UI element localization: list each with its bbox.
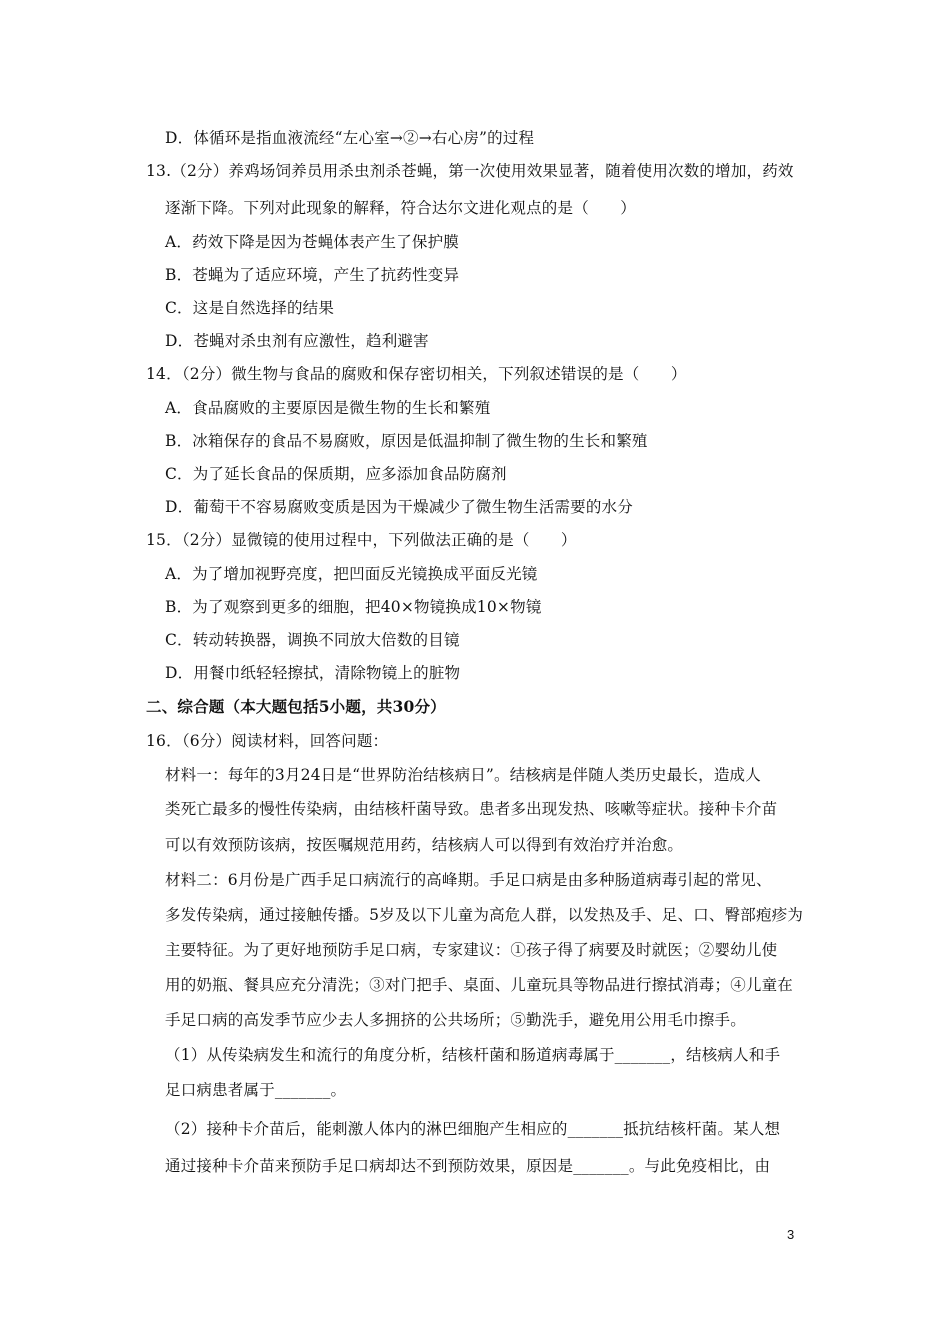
q15-option-a: A．为了增加视野亮度，把凹面反光镜换成平面反光镜: [165, 565, 538, 583]
q14-option-b: B．冰箱保存的食品不易腐败，原因是低温抑制了微生物的生长和繁殖: [165, 432, 648, 450]
q16-sub2-line2: 通过接种卡介苗来预防手足口病却达不到预防效果，原因是_______。与此免疫相比，由: [165, 1157, 771, 1175]
q13-option-d: D．苍蝇对杀虫剂有应激性，趋利避害: [165, 332, 429, 350]
q16-sub2-line1: （2）接种卡介苗后，能刺激人体内的淋巴细胞产生相应的_______抵抗结核杆菌。某人想: [165, 1120, 781, 1138]
q16-material2-line4: 用的奶瓶、餐具应充分清洗；③对门把手、桌面、儿童玩具等物品进行擦拭消毒；④儿童在: [165, 976, 794, 994]
q16-sub1-line2: 足口病患者属于_______。: [165, 1081, 347, 1099]
q16-material2-line2: 多发传染病，通过接触传播。5岁及以下儿童为高危人群，以发热及手、足、口、臀部疱疹为: [165, 906, 804, 924]
q13-stem-line2: 逐渐下降。下列对此现象的解释，符合达尔文进化观点的是（ ）: [165, 199, 637, 217]
q13-stem-line1: 13.（2分）养鸡场饲养员用杀虫剂杀苍蝇，第一次使用效果显著，随着使用次数的增加，药效: [146, 162, 794, 180]
q16-material2-line1: 材料二：6月份是广西手足口病流行的高峰期。手足口病是由多种肠道病毒引起的常见、: [165, 871, 772, 889]
q13-option-a: A．药效下降是因为苍蝇体表产生了保护膜: [165, 233, 459, 251]
q15-option-d: D．用餐巾纸轻轻擦拭，清除物镜上的脏物: [165, 664, 461, 682]
q12-option-d: D．体循环是指血液流经“左心室→②→右心房”的过程: [165, 129, 535, 147]
q16-material1-line3: 可以有效预防该病，按医嘱规范用药，结核病人可以得到有效治疗并治愈。: [165, 836, 684, 854]
q16-material2-line3: 主要特征。为了更好地预防手足口病，专家建议：①孩子得了病要及时就医；②婴幼儿使: [165, 941, 778, 959]
page-number: 3: [787, 1227, 795, 1242]
q16-material1-line2: 类死亡最多的慢性传染病，由结核杆菌导致。患者多出现发热、咳嗽等症状。接种卡介苗: [165, 800, 778, 818]
q16-stem: 16．（6分）阅读材料，回答问题：: [146, 732, 389, 750]
q16-material2-line5: 手足口病的高发季节应少去人多拥挤的公共场所；⑤勤洗手，避免用公用毛巾擦手。: [165, 1011, 746, 1029]
section-heading: 二、综合题（本大题包括5小题，共30分）: [146, 697, 446, 716]
q14-option-c: C．为了延长食品的保质期，应多添加食品防腐剂: [165, 465, 507, 483]
q14-option-a: A．食品腐败的主要原因是微生物的生长和繁殖: [165, 399, 491, 417]
q13-option-b: B．苍蝇为了适应环境，产生了抗药性变异: [165, 266, 460, 284]
q16-material1-line1: 材料一：每年的3月24日是“世界防治结核病日”。结核病是伴随人类历史最长，造成人: [165, 766, 761, 784]
q14-option-d: D．葡萄干不容易腐败变质是因为干燥减少了微生物生活需要的水分: [165, 498, 633, 516]
q15-option-b: B．为了观察到更多的细胞，把40×物镜换成10×物镜: [165, 598, 542, 616]
q15-option-c: C．转动转换器，调换不同放大倍数的目镜: [165, 631, 460, 649]
q13-option-c: C．这是自然选择的结果: [165, 299, 335, 317]
q14-stem: 14．（2分）微生物与食品的腐败和保存密切相关，下列叙述错误的是（ ）: [146, 365, 687, 383]
q16-sub1-line1: （1）从传染病发生和流行的角度分析，结核杆菌和肠道病毒属于_______，结核病人和手: [165, 1046, 781, 1064]
q15-stem: 15．（2分）显微镜的使用过程中，下列做法正确的是（ ）: [146, 531, 577, 549]
